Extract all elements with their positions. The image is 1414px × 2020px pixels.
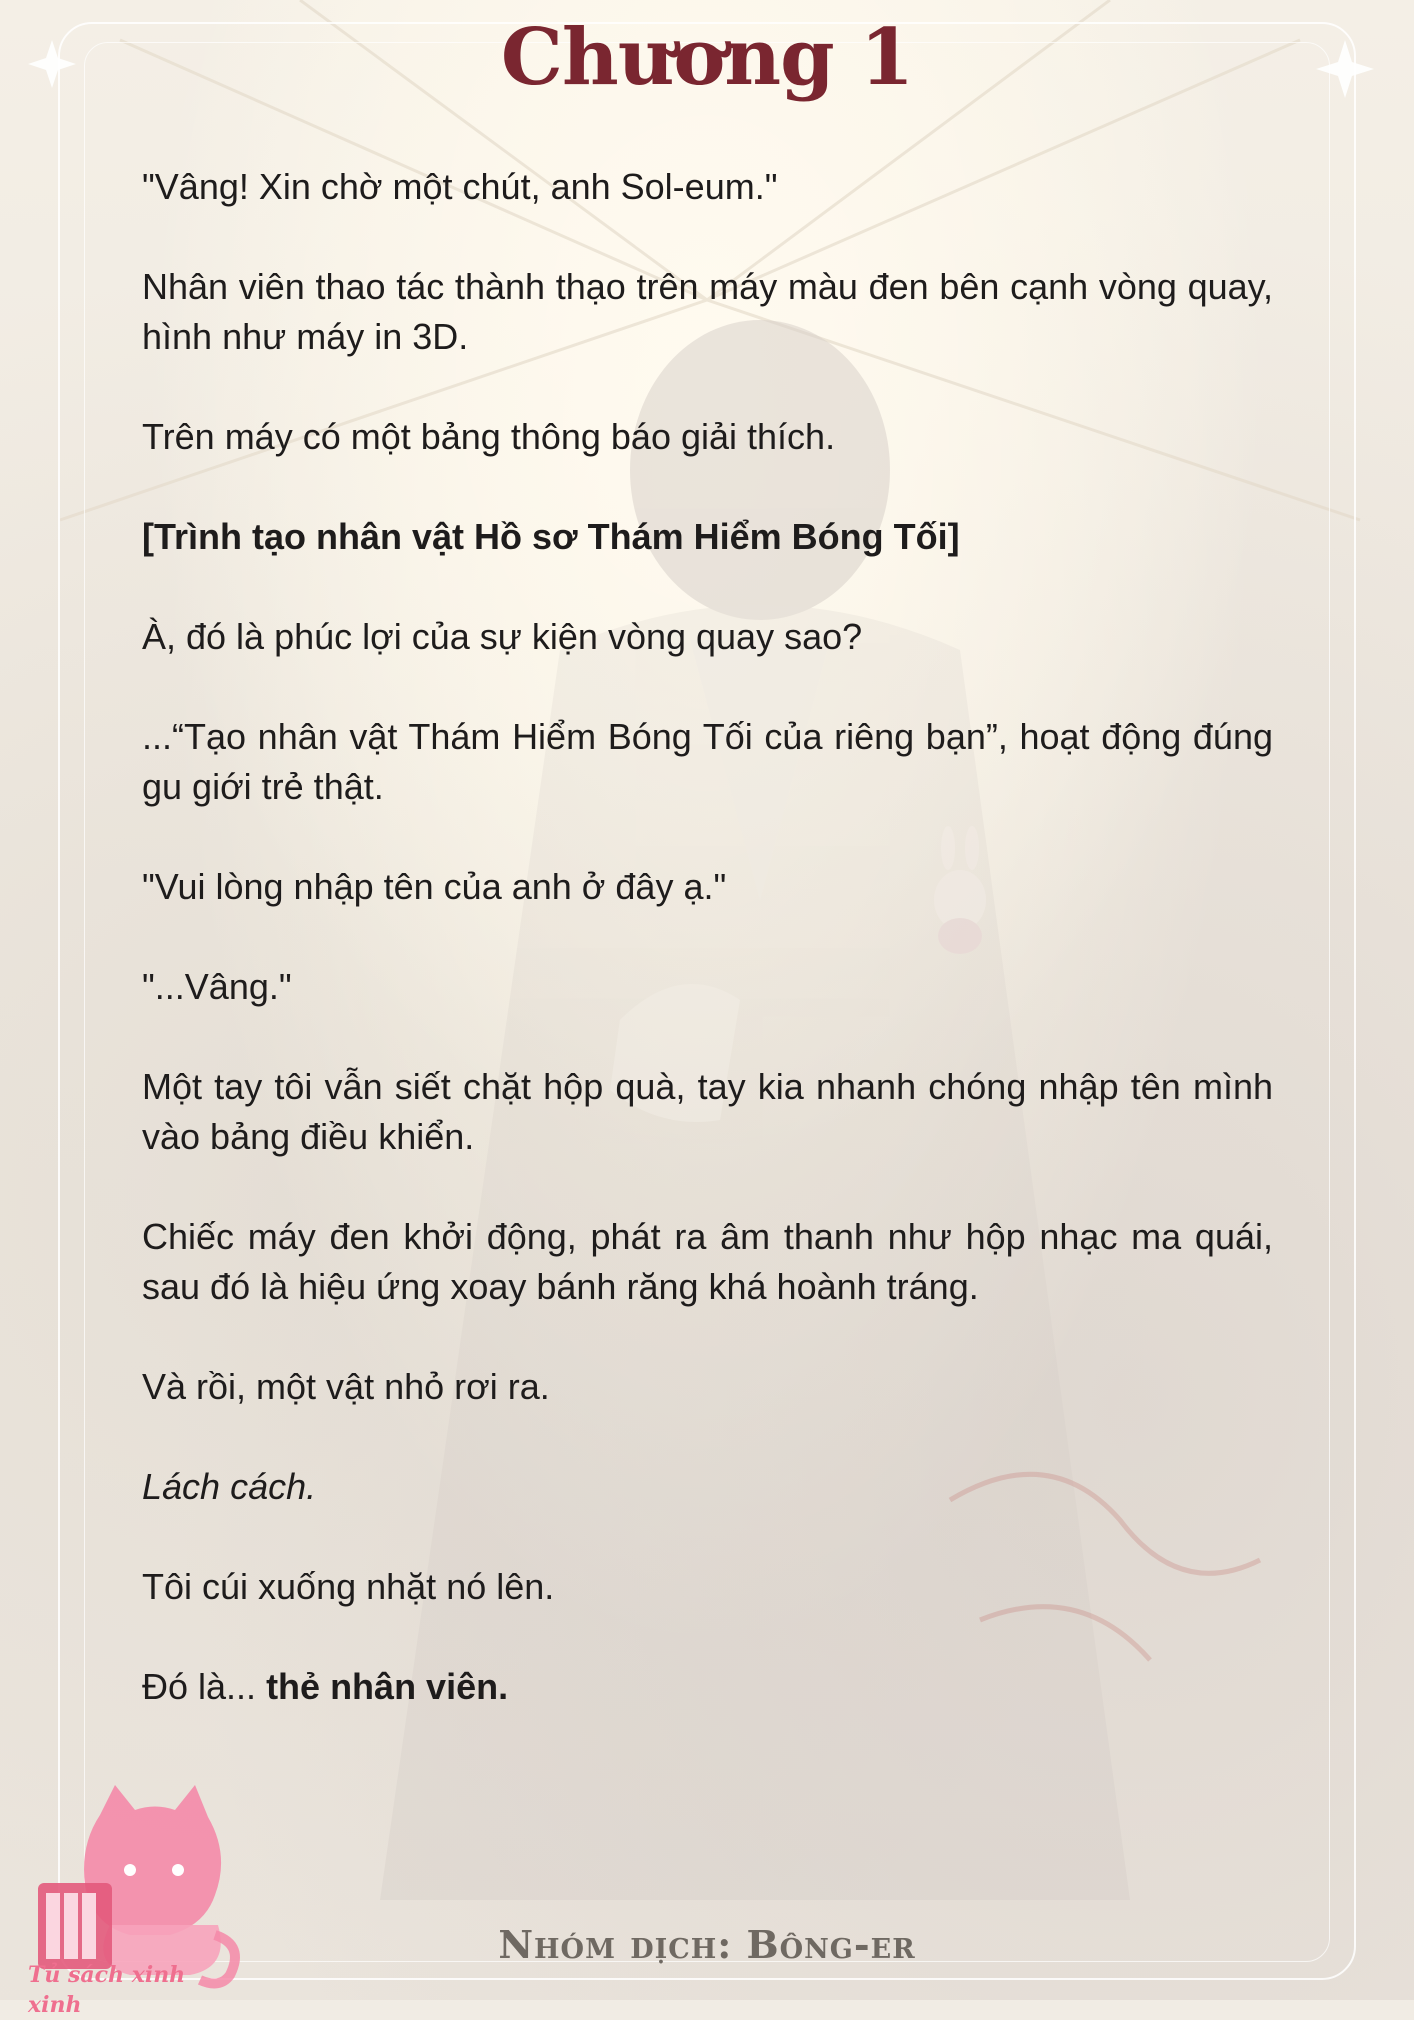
sound-effect: Lách cách. [142, 1466, 317, 1507]
paragraph-10: Chiếc máy đen khởi động, phát ra âm thanh như hộp nhạc ma quái, sau đó là hiệu ứng xoay bánh răng khá hoành tráng. [142, 1216, 1273, 1307]
logo-text: Tủ sách xinh xinh [28, 1962, 186, 2018]
paragraph-1: "Vâng! Xin chờ một chút, anh Sol-eum." [142, 166, 778, 207]
paragraph-7: "Vui lòng nhập tên của anh ở đây ạ." [142, 866, 727, 907]
paragraph-6: ...“Tạo nhân vật Thám Hiểm Bóng Tối của riêng bạn”, hoạt động đúng gu giới trẻ thật. [142, 716, 1273, 807]
paragraph-3: Trên máy có một bảng thông báo giải thích. [142, 416, 836, 457]
paragraph-13: Tôi cúi xuống nhặt nó lên. [142, 1566, 555, 1607]
paragraph-5: À, đó là phúc lợi của sự kiện vòng quay sao? [142, 616, 863, 657]
system-notice: [Trình tạo nhân vật Hồ sơ Thám Hiểm Bóng Tối] [142, 516, 960, 557]
paragraph-9: Một tay tôi vẫn siết chặt hộp quà, tay kia nhanh chóng nhập tên mình vào bảng điều khiển. [142, 1066, 1273, 1157]
paragraph-14-lead: Đó là... [142, 1666, 267, 1707]
translator-credit: Nhóm dịch: Bông-er [498, 1922, 916, 1967]
paragraph-2: Nhân viên thao tác thành thạo trên máy màu đen bên cạnh vòng quay, hình như máy in 3D. [142, 266, 1273, 357]
paragraph-11: Và rồi, một vật nhỏ rơi ra. [142, 1366, 550, 1407]
chapter-body [142, 162, 1273, 1762]
paragraph-14 [142, 1662, 1273, 1712]
paragraph-8: "...Vâng." [142, 966, 292, 1007]
chapter-title: Chương 1 [500, 12, 914, 103]
paragraph-14-emphasis: thẻ nhân viên. [266, 1666, 509, 1707]
